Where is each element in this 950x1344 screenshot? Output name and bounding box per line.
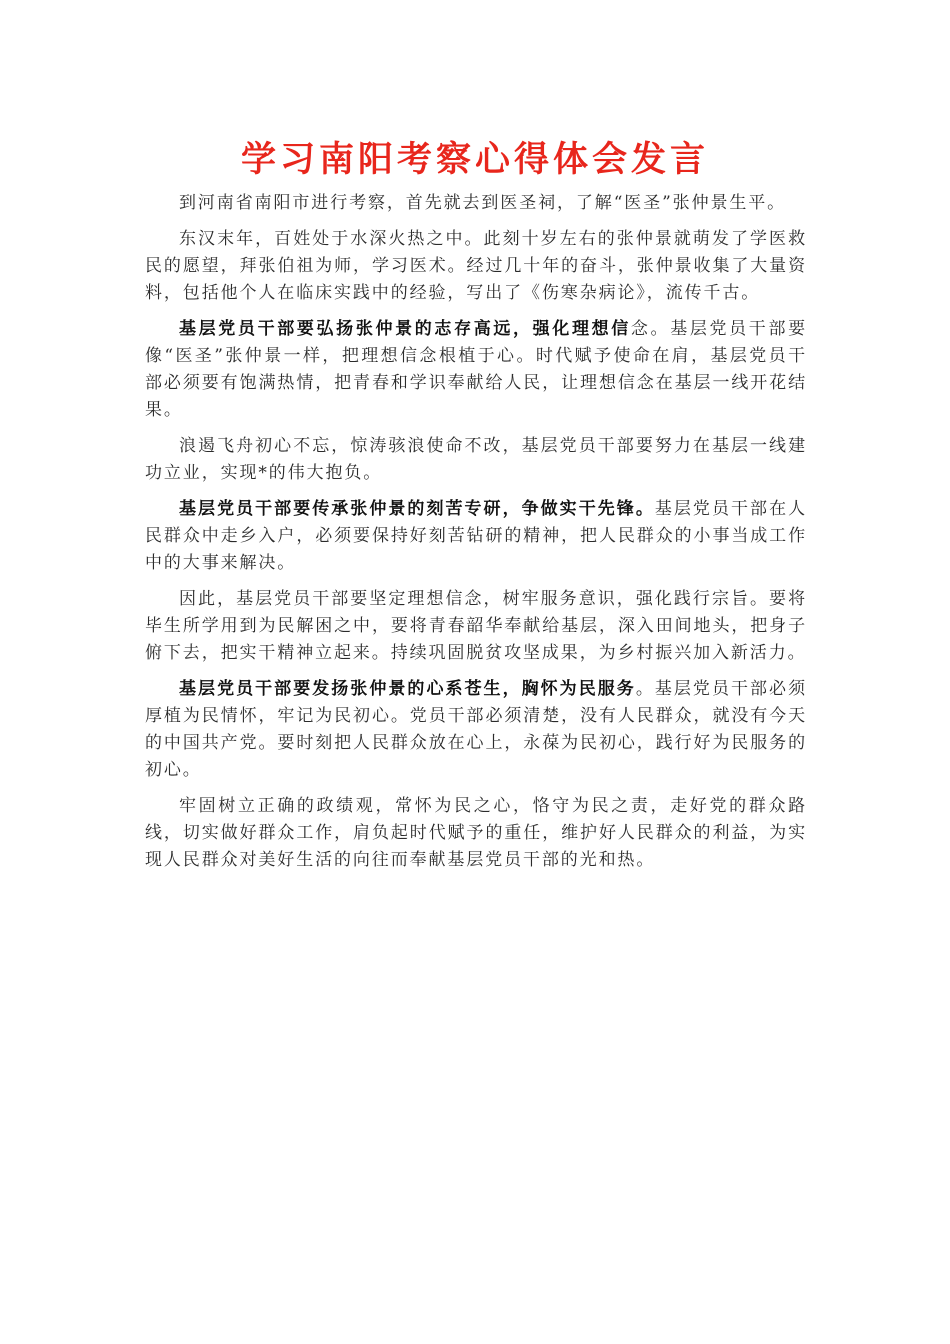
document-title: 学习南阳考察心得体会发言 <box>240 139 709 180</box>
paragraph-text: 。基层党员干部必须厚植为民情怀，牢记为民初心。党员干部必须清楚，没有人民群众，就没有今天的中国共产党。要时刻把人民群众放在心上，永葆为民初心，践行好为民服务的初心。 <box>145 679 807 780</box>
document-body <box>145 190 807 883</box>
paragraph-6 <box>145 586 807 667</box>
paragraph-lead: 基层党员干部要弘扬张仲景的志存高远，强化理想信 <box>179 319 631 339</box>
paragraph-lead: 基层党员干部要发扬张仲景的心系苍生，胸怀为民服务 <box>179 679 636 699</box>
paragraph-text: 到河南省南阳市进行考察，首先就去到医圣祠，了解“医圣”张仲景生平。 <box>179 193 787 213</box>
paragraph-2 <box>145 226 807 307</box>
paragraph-text: 念。基层党员干部要像“医圣”张仲景一样，把理想信念根植于心。时代赋予使命在肩，基层党员干部必须要有饱满热情，把青春和学识奉献给人民，让理想信念在基层一线开花结果。 <box>145 319 807 420</box>
paragraph-1 <box>145 190 807 217</box>
paragraph-7 <box>145 676 807 784</box>
paragraph-text: 因此，基层党员干部要坚定理想信念，树牢服务意识，强化践行宗旨。要将毕生所学用到为民解困之中，要将青春韶华奉献给基层，深入田间地头，把身子俯下去，把实干精神立起来。持续巩固脱贫攻坚成果，为乡村振兴加入新活力。 <box>145 589 807 663</box>
paragraph-text: 浪遏飞舟初心不忘，惊涛骇浪使命不改，基层党员干部要努力在基层一线建功立业，实现*的伟大抱负。 <box>145 436 807 483</box>
paragraph-text: 基层党员干部在人民群众中走乡入户，必须要保持好刻苦钻研的精神，把人民群众的小事当成工作中的大事来解决。 <box>145 499 807 573</box>
paragraph-8 <box>145 793 807 874</box>
paragraph-text: 东汉末年，百姓处于水深火热之中。此刻十岁左右的张仲景就萌发了学医救民的愿望，拜张伯祖为师，学习医术。经过几十年的奋斗，张仲景收集了大量资料，包括他个人在临床实践中的经验，写出了《伤寒杂病论》，流传千古。 <box>145 229 807 303</box>
paragraph-text: 牢固树立正确的政绩观，常怀为民之心，恪守为民之责，走好党的群众路线，切实做好群众工作，肩负起时代赋予的重任，维护好人民群众的利益，为实现人民群众对美好生活的向往而奉献基层党员干部的光和热。 <box>145 796 807 870</box>
paragraph-5 <box>145 496 807 577</box>
paragraph-lead: 基层党员干部要传承张仲景的刻苦专研，争做实干先锋。 <box>179 499 655 519</box>
paragraph-4 <box>145 433 807 487</box>
paragraph-3 <box>145 316 807 424</box>
